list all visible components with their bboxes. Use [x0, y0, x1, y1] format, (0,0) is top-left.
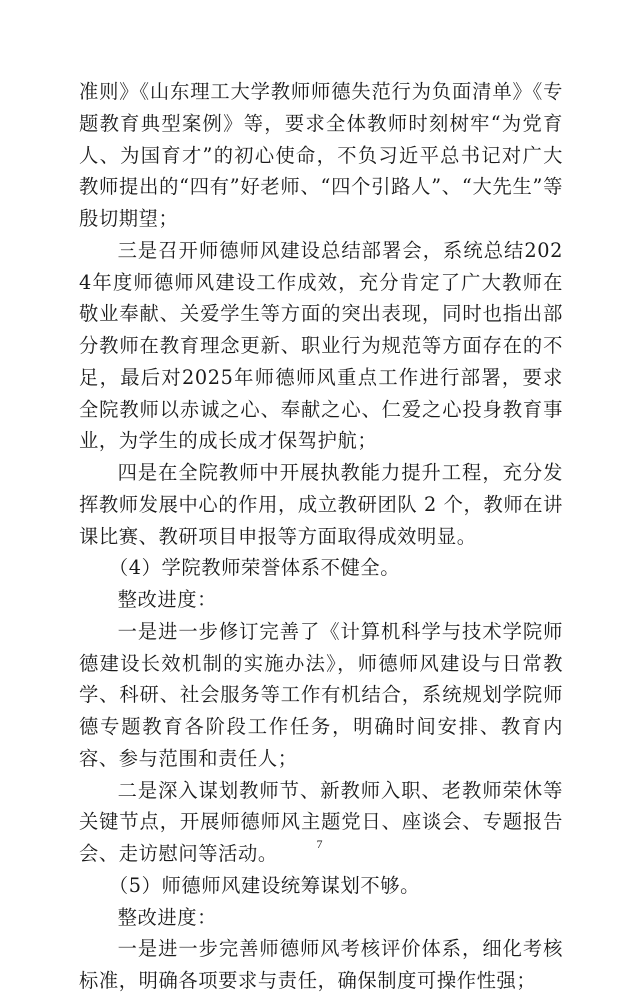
- document-body: [79, 76, 563, 997]
- paragraph-continuation: 准则》《山东理工大学教师师德失范行为负面清单》《专题教育典型案例》等，要求全体教师时刻树牢“为党育人、为国育才”的初心使命，不负习近平总书记对广大教师提出的“四有”好老师、“四个引路人”、“大先生”等殷切期望；: [79, 80, 563, 230]
- paragraph-third-measure: 三是召开师德师风建设总结部署会，系统总结2024年度师德师风建设工作成效，充分肯定了广大教师在敬业奉献、关爱学生等方面的突出表现，同时也指出部分教师在教育理念更新、职业行为规范等方面存在的不足，最后对2025年师德师风重点工作进行部署，要求全院教师以赤诚之心、奉献之心、仁爱之心投身教育事业，为学生的成长成才保驾护航；: [79, 238, 563, 453]
- page-number: 7: [316, 837, 323, 851]
- paragraph-fourth-measure: 四是在全院教师中开展执教能力提升工程，充分发挥教师发展中心的作用，成立教研团队 2 个，教师在讲课比赛、教研项目申报等方面取得成效明显。: [79, 461, 563, 548]
- progress-label: 整改进度：: [117, 905, 217, 929]
- section-heading-4: （4）学院教师荣誉体系不健全。: [108, 556, 401, 580]
- paragraph-second-action: 二是深入谋划教师节、新教师入职、老教师荣休等关键节点，开展师德师风主题党日、座谈会、专题报告会、走访慰问等活动。: [79, 778, 563, 865]
- paragraph-first-action: 一是进一步修订完善了《计算机科学与技术学院师德建设长效机制的实施办法》，师德师风建设与日常教学、科研、社会服务等工作有机结合，系统规划学院师德专题教育各阶段工作任务，明确时间安排、教育内容、参与范围和责任人；: [79, 619, 563, 770]
- paragraph-first-action: 一是进一步完善师德师风考核评价体系，细化考核标准，明确各项要求与责任，确保制度可操作性强；: [79, 937, 563, 992]
- progress-label: 整改进度：: [117, 588, 217, 611]
- section-heading-5: （5）师德师风建设统筹谋划不够。: [108, 873, 420, 897]
